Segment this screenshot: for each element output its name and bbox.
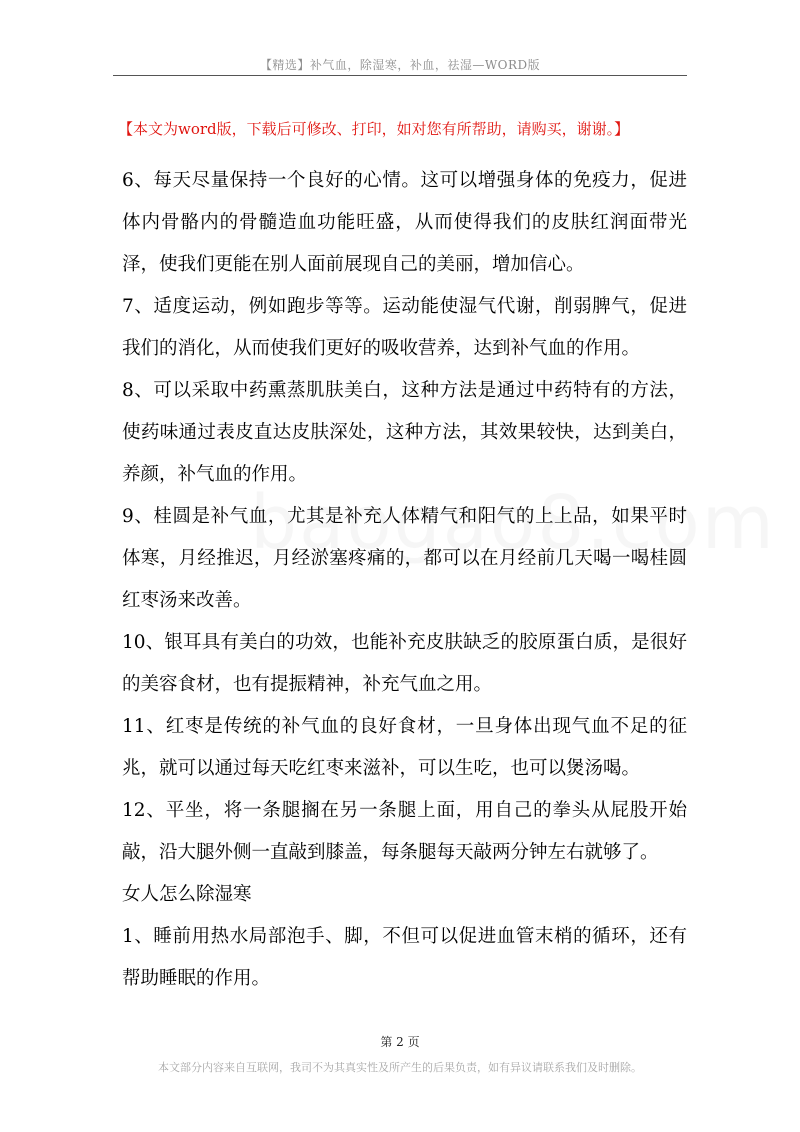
paragraph-1: 1、睡前用热水局部泡手、脚，不但可以促进血管末梢的循环，还有帮助睡眠的作用。	[122, 926, 687, 989]
paragraph-8: 8、可以采取中药熏蒸肌肤美白，这种方法是通过中药特有的方法，使药味通过表皮直达皮肤深处，这种方法，其效果较快，达到美白，养颜，补气血的作用。	[122, 380, 687, 485]
paragraph-7: 7、适度运动，例如跑步等等。运动能使湿气代谢，削弱脾气，促进我们的消化，从而使我们更好的吸收营养，达到补气血的作用。	[122, 296, 687, 359]
page-header: 【精选】补气血，除湿寒，补血，祛湿—WORD版	[259, 58, 541, 72]
page-number: 第 2 页	[380, 1035, 420, 1049]
paragraph-9: 9、桂圆是补气血，尤其是补充人体精气和阳气的上上品，如果平时体寒，月经推迟，月经淤塞疼痛的，都可以在月经前几天喝一喝桂圆红枣汤来改善。	[122, 506, 687, 611]
section-heading: 女人怎么除湿寒	[122, 884, 252, 905]
header-divider	[113, 75, 687, 76]
document-body	[122, 160, 687, 1000]
paragraph-12: 12、平坐，将一条腿搁在另一条腿上面，用自己的拳头从屁股开始敲，沿大腿外侧一直敲到膝盖，每条腿每天敲两分钟左右就够了。	[122, 800, 687, 863]
page-footer: 本文部分内容来自互联网，我司不为其真实性及所产生的后果负责，如有异议请联系我们及时删除。	[158, 1061, 642, 1074]
paragraph-11: 11、红枣是传统的补气血的良好食材，一旦身体出现气血不足的征兆，就可以通过每天吃红枣来滋补，可以生吃，也可以煲汤喝。	[122, 716, 687, 779]
purchase-notice: 【本文为word版，下载后可修改、打印，如对您有所帮助，请购买，谢谢。】	[118, 120, 630, 138]
paragraph-10: 10、银耳具有美白的功效，也能补充皮肤缺乏的胶原蛋白质，是很好的美容食材，也有提振精神，补充气血之用。	[122, 632, 687, 695]
paragraph-6: 6、每天尽量保持一个良好的心情。这可以增强身体的免疫力，促进体内骨骼内的骨髓造血功能旺盛，从而使得我们的皮肤红润面带光泽，使我们更能在别人面前展现自己的美丽，增加信心。	[122, 170, 687, 275]
